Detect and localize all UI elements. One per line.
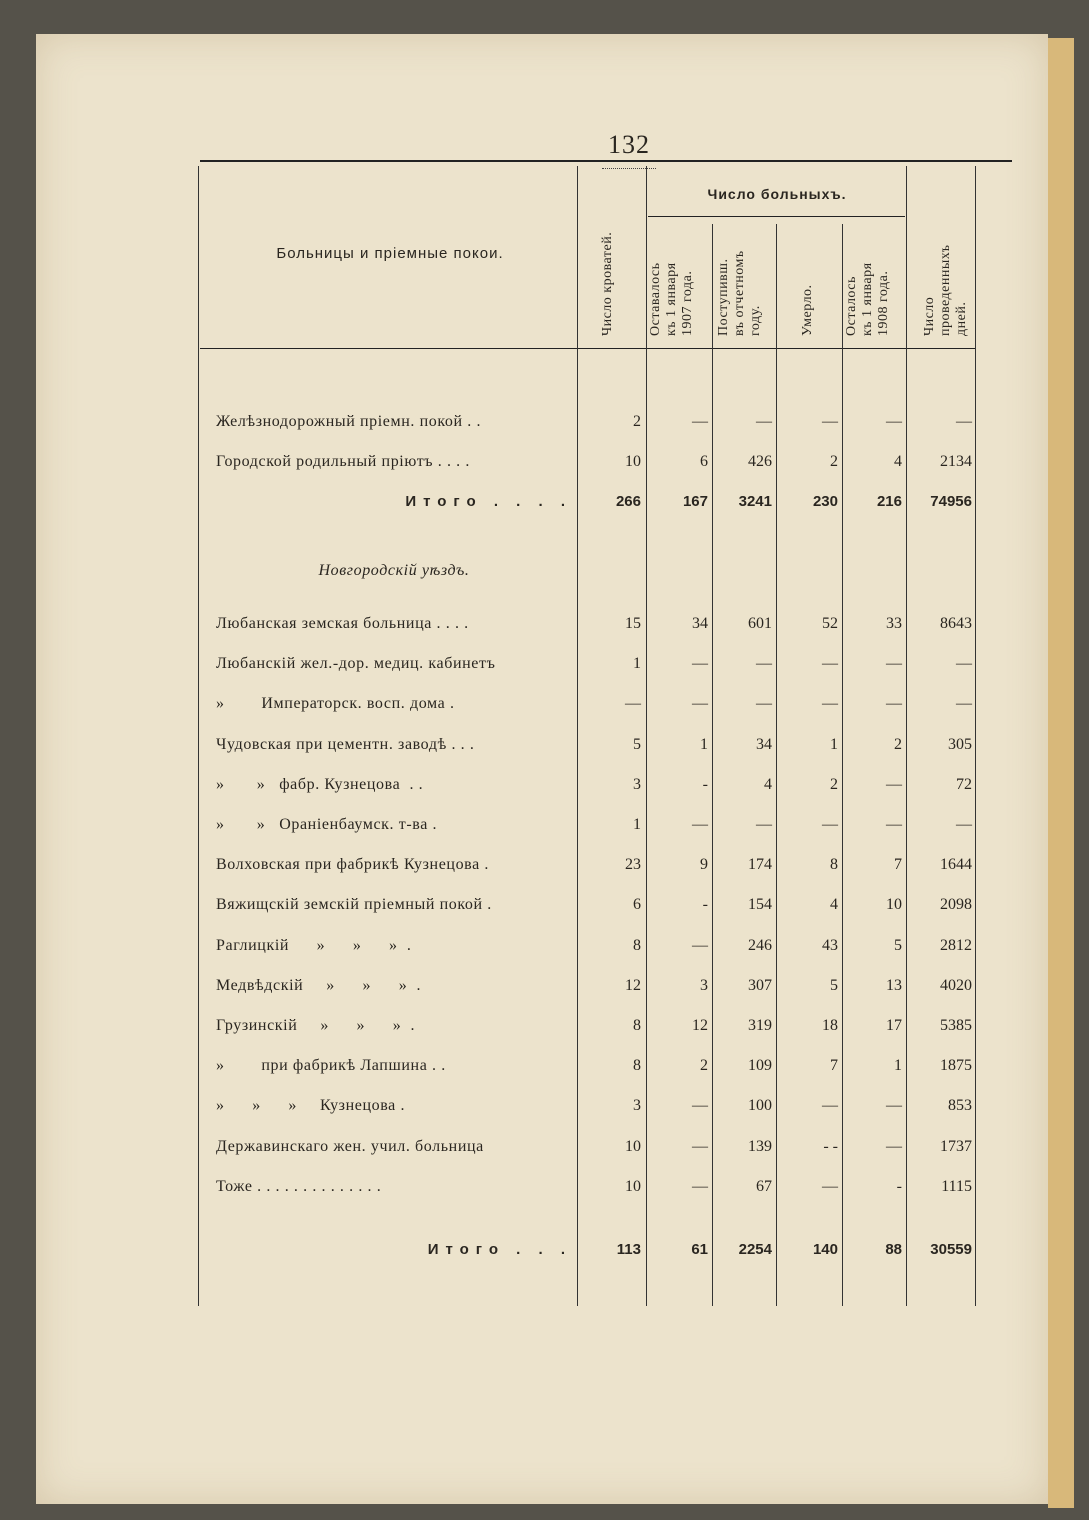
cell-beds: 5 [633, 736, 641, 753]
row-name: » Императорск. восп. дома . [216, 695, 455, 712]
header-days: Число проведенныхъ дней. [922, 244, 969, 336]
cell-rem1907: — [692, 937, 708, 954]
cell-rem1907: 3 [700, 977, 708, 994]
cell-admitted: — [756, 816, 772, 833]
cell-days: 8643 [940, 615, 972, 632]
row-name: Чудовская при цементн. заводѣ . . . [216, 736, 475, 753]
cell-admitted: — [756, 655, 772, 672]
row-name: » » » Кузнецова . [216, 1097, 406, 1114]
page-number-flourish [602, 162, 656, 169]
cell-admitted: 154 [748, 896, 772, 913]
cell-died: 1 [830, 736, 838, 753]
cell-rem1907: — [692, 413, 708, 430]
cell-died: — [822, 655, 838, 672]
total-rem1908: 88 [885, 1241, 902, 1258]
cell-died: 2 [830, 776, 838, 793]
cell-rem1908: 7 [894, 856, 902, 873]
total-row [36, 1238, 1048, 1262]
cell-rem1908: — [886, 655, 902, 672]
header-remained-1907: Оставалось къ 1 января 1907 года. [648, 262, 695, 336]
table-row [36, 893, 1048, 917]
table-row [36, 612, 1048, 636]
cell-died: — [822, 695, 838, 712]
table-row [36, 1014, 1048, 1038]
row-name: Раглицкій » » » . [216, 937, 412, 954]
cell-died: - - [823, 1138, 838, 1155]
cell-died: — [822, 1178, 838, 1195]
row-name: » » фабр. Кузнецова . . [216, 776, 424, 793]
row-name: » при фабрикѣ Лапшина . . [216, 1057, 446, 1074]
header-admitted: Поступивш. въ отчетномъ году. [716, 250, 763, 336]
row-name: Медвѣдскій » » » . [216, 977, 422, 994]
table-row [36, 974, 1048, 998]
cell-days: 2134 [940, 453, 972, 470]
cell-rem1907: 6 [700, 453, 708, 470]
row-name: Тоже . . . . . . . . . . . . . . [216, 1178, 382, 1195]
header-institutions: Больницы и пріемные покои. [276, 245, 504, 262]
total-rem1907: 167 [682, 493, 708, 510]
cell-beds: 12 [625, 977, 641, 994]
cell-admitted: 319 [748, 1017, 772, 1034]
cell-days: 5385 [940, 1017, 972, 1034]
total-died: 230 [812, 493, 838, 510]
table-row [36, 773, 1048, 797]
cell-beds: 8 [633, 937, 641, 954]
cell-rem1907: — [692, 1178, 708, 1195]
cell-admitted: 4 [764, 776, 772, 793]
table-row [36, 652, 1048, 676]
cell-rem1908: — [886, 1097, 902, 1114]
cell-rem1907: 2 [700, 1057, 708, 1074]
cell-beds: 8 [633, 1057, 641, 1074]
cell-rem1908: 4 [894, 453, 902, 470]
cell-admitted: 34 [756, 736, 772, 753]
cell-days: 1115 [941, 1178, 972, 1195]
cell-rem1908: — [886, 413, 902, 430]
cell-days: — [956, 695, 972, 712]
header-beds: Число кроватей. [600, 231, 615, 336]
cell-rem1908: 33 [886, 615, 902, 632]
cell-died: 52 [822, 615, 838, 632]
cell-rem1908: - [896, 1178, 902, 1195]
cell-admitted: 100 [748, 1097, 772, 1114]
next-page-edge [1048, 38, 1074, 1508]
table-row [36, 853, 1048, 877]
cell-admitted: 174 [748, 856, 772, 873]
cell-days: 4020 [940, 977, 972, 994]
cell-died: 4 [830, 896, 838, 913]
table-row [36, 733, 1048, 757]
row-name: Городской родильный пріютъ . . . . [216, 453, 470, 470]
cell-rem1908: 10 [886, 896, 902, 913]
cell-admitted: 139 [748, 1138, 772, 1155]
row-name: Желѣзнодорожный пріемн. покой . . [216, 413, 482, 430]
cell-died: 8 [830, 856, 838, 873]
cell-beds: 10 [625, 1178, 641, 1195]
cell-admitted: 246 [748, 937, 772, 954]
cell-days: — [956, 816, 972, 833]
cell-admitted: 601 [748, 615, 772, 632]
total-admitted: 3241 [738, 493, 772, 510]
cell-rem1908: — [886, 1138, 902, 1155]
cell-admitted: — [756, 413, 772, 430]
cell-days: 853 [948, 1097, 972, 1114]
header-remained-1908: Осталось къ 1 января 1908 года. [844, 262, 891, 336]
total-rem1907: 61 [691, 1241, 708, 1258]
cell-admitted: 109 [748, 1057, 772, 1074]
cell-rem1908: — [886, 816, 902, 833]
cell-beds: 10 [625, 453, 641, 470]
cell-died: 2 [830, 453, 838, 470]
cell-rem1907: — [692, 655, 708, 672]
cell-rem1907: 9 [700, 856, 708, 873]
table-row [36, 450, 1048, 474]
cell-rem1907: - [702, 896, 708, 913]
table-row [36, 813, 1048, 837]
cell-beds: 1 [633, 655, 641, 672]
cell-admitted: 426 [748, 453, 772, 470]
cell-beds: 6 [633, 896, 641, 913]
cell-beds: — [625, 695, 641, 712]
cell-beds: 10 [625, 1138, 641, 1155]
total-row [36, 490, 1048, 514]
row-name: Волховская при фабрикѣ Кузнецова . [216, 856, 490, 873]
cell-died: 5 [830, 977, 838, 994]
cell-rem1907: — [692, 1097, 708, 1114]
cell-rem1908: 17 [886, 1017, 902, 1034]
cell-admitted: 67 [756, 1178, 772, 1195]
cell-rem1907: 34 [692, 615, 708, 632]
cell-admitted: 307 [748, 977, 772, 994]
header-patients-group: Число больныхъ. [707, 186, 847, 202]
cell-days: 2098 [940, 896, 972, 913]
cell-died: — [822, 1097, 838, 1114]
table-row [36, 1094, 1048, 1118]
page-number: 132 [608, 130, 650, 159]
table-row [36, 1135, 1048, 1159]
cell-rem1907: — [692, 816, 708, 833]
cell-rem1907: - [702, 776, 708, 793]
cell-beds: 15 [625, 615, 641, 632]
cell-rem1908: 5 [894, 937, 902, 954]
cell-days: 1737 [940, 1138, 972, 1155]
cell-died: 7 [830, 1057, 838, 1074]
header-bottom-rule [200, 348, 976, 349]
section-title: Новгородскій уѣздъ. [318, 562, 470, 579]
table-row [36, 410, 1048, 434]
row-name: Любанская земская больница . . . . [216, 615, 469, 632]
total-beds: 113 [616, 1241, 641, 1258]
cell-rem1907: 1 [700, 736, 708, 753]
cell-beds: 3 [633, 1097, 641, 1114]
total-days: 74956 [930, 493, 972, 510]
cell-rem1907: — [692, 695, 708, 712]
row-name: Державинскаго жен. учил. больница [216, 1138, 484, 1155]
cell-rem1908: — [886, 776, 902, 793]
table-row [36, 934, 1048, 958]
cell-died: — [822, 413, 838, 430]
table-row [36, 692, 1048, 716]
total-label: Итого . . . [427, 1241, 572, 1258]
row-name: » » Ораніенбаумск. т-ва . [216, 816, 438, 833]
cell-admitted: — [756, 695, 772, 712]
total-admitted: 2254 [738, 1241, 772, 1258]
cell-beds: 3 [633, 776, 641, 793]
cell-rem1907: — [692, 1138, 708, 1155]
cell-rem1907: 12 [692, 1017, 708, 1034]
cell-days: 1875 [940, 1057, 972, 1074]
book-page [36, 34, 1048, 1504]
total-died: 140 [812, 1241, 838, 1258]
cell-rem1908: 13 [886, 977, 902, 994]
cell-rem1908: — [886, 695, 902, 712]
total-rem1908: 216 [876, 493, 902, 510]
cell-died: 18 [822, 1017, 838, 1034]
total-days: 30559 [930, 1241, 972, 1258]
cell-days: — [956, 413, 972, 430]
cell-died: — [822, 816, 838, 833]
cell-beds: 23 [625, 856, 641, 873]
table-row [36, 1175, 1048, 1199]
cell-days: 1644 [940, 856, 972, 873]
cell-beds: 1 [633, 816, 641, 833]
table-top-rule [200, 160, 1012, 162]
cell-beds: 2 [633, 413, 641, 430]
cell-days: 72 [956, 776, 972, 793]
cell-days: 305 [948, 736, 972, 753]
cell-days: 2812 [940, 937, 972, 954]
group-header-rule [648, 216, 905, 217]
cell-beds: 8 [633, 1017, 641, 1034]
header-died: Умерло. [800, 284, 815, 336]
total-label: Итого . . . . [405, 493, 572, 510]
row-name: Вяжищскій земскій пріемный покой . [216, 896, 492, 913]
cell-rem1908: 1 [894, 1057, 902, 1074]
table-row [36, 1054, 1048, 1078]
total-beds: 266 [615, 493, 641, 510]
row-name: Грузинскій » » » . [216, 1017, 416, 1034]
cell-days: — [956, 655, 972, 672]
row-name: Любанскій жел.-дор. медиц. кабинетъ [216, 655, 496, 672]
cell-died: 43 [822, 937, 838, 954]
cell-rem1908: 2 [894, 736, 902, 753]
